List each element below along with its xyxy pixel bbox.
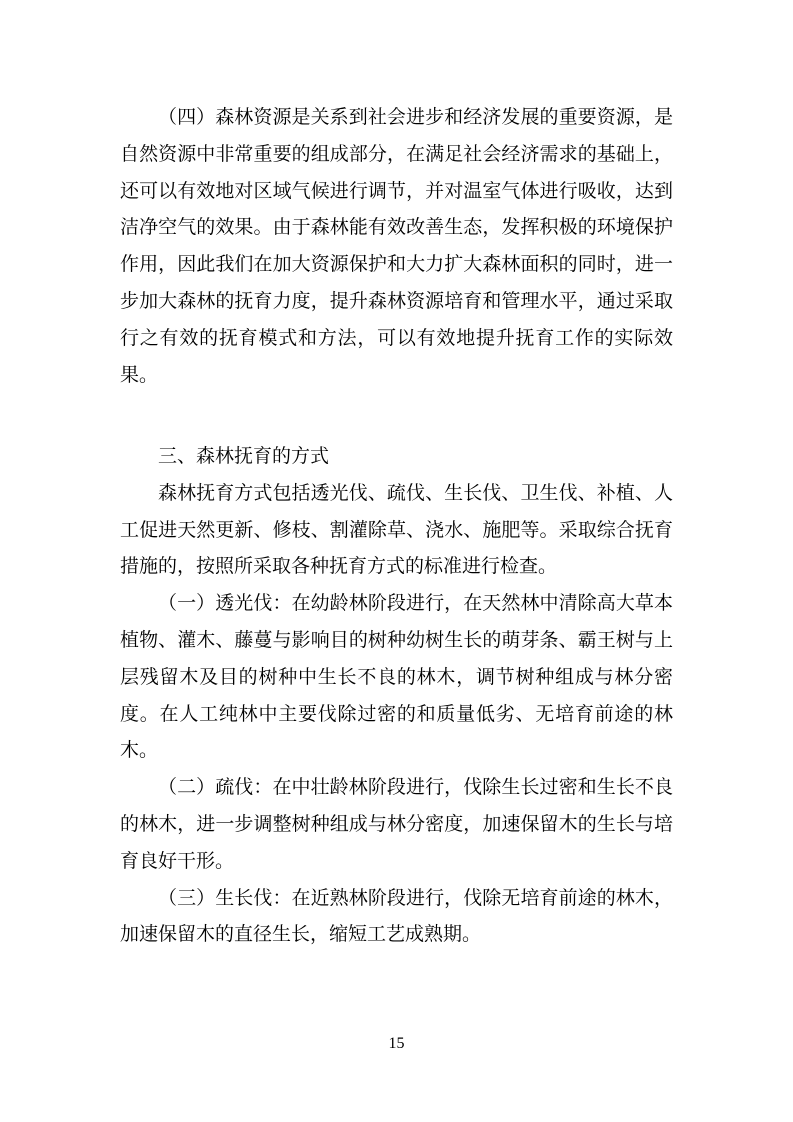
- paragraph-forest-resources: （四）森林资源是关系到社会进步和经济发展的重要资源，是自然资源中非常重要的组成部分，在满足社会经济需求的基础上，还可以有效地对区域气候进行调节，并对温室气体进行吸收，达到洁净空气的效果。由于森林能有效改善生态，发挥积极的环境保护作用，因此我们在加大资源保护和大力扩大森林面积的同时，进一步加大森林的抚育力度，提升森林资源培育和管理水平，通过采取行之有效的抚育模式和方法，可以有效地提升抚育工作的实际效果。: [120, 106, 673, 386]
- body-text-bottom: [120, 438, 673, 953]
- paragraph-light-cutting: （一）透光伐：在幼龄林阶段进行，在天然林中清除高大草本植物、灌木、藤蔓与影响目的树种幼树生长的萌芽条、霸王树与上层残留木及目的树种中生长不良的林木，调节树种组成与林分密度。在人工纯林中主要伐除过密的和质量低劣、无培育前途的林木。: [120, 592, 673, 762]
- section-heading: 三、森林抚育的方式: [158, 445, 330, 467]
- paragraph-thinning: （二）疏伐：在中壮龄林阶段进行，伐除生长过密和生长不良的林木，进一步调整树种组成与林分密度，加速保留木的生长与培育良好干形。: [120, 776, 673, 872]
- page-number: 15: [388, 1035, 405, 1052]
- paragraph-growth-cutting: （三）生长伐：在近熟林阶段进行，伐除无培育前途的林木，加速保留木的直径生长，缩短工艺成熟期。: [120, 886, 673, 946]
- paragraph-tending-methods: 森林抚育方式包括透光伐、疏伐、生长伐、卫生伐、补植、人工促进天然更新、修枝、割灌除草、浇水、施肥等。采取综合抚育措施的，按照所采取各种抚育方式的标准进行检查。: [120, 481, 673, 578]
- body-text-top: [120, 99, 673, 393]
